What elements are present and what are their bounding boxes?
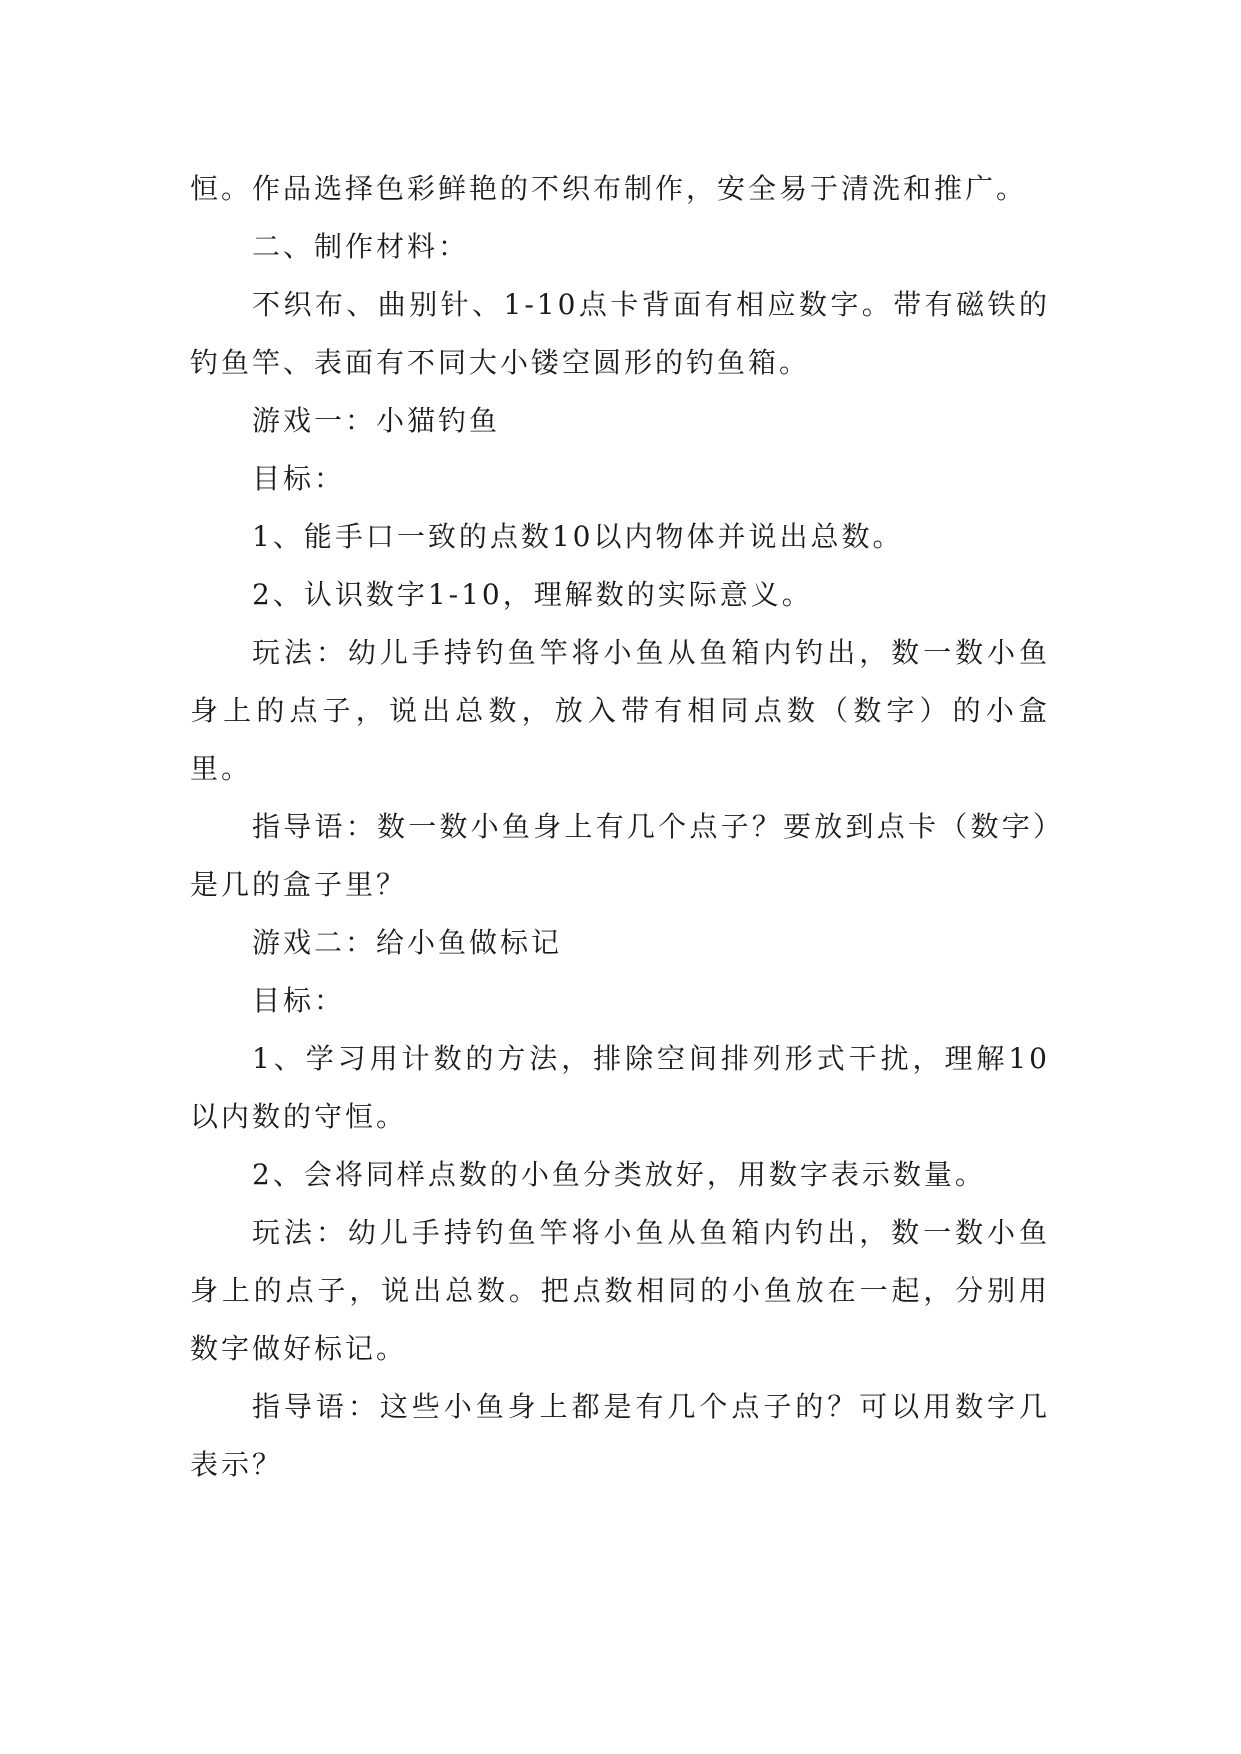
continuation-paragraph: 恒。作品选择色彩鲜艳的不织布制作，安全易于清洗和推广。 [190,172,1028,205]
game-two-heading: 游戏二：给小鱼做标记 [252,926,563,959]
game-two-goal-2: 2、会将同样点数的小鱼分类放好，用数字表示数量。 [252,1158,986,1191]
game-one-goal-2: 2、认识数字1-10，理解数的实际意义。 [252,578,813,611]
game-one-goal-label: 目标： [252,462,346,495]
game-one-goal-1: 1、能手口一致的点数10以内物体并说出总数。 [252,520,904,553]
game-one-heading: 游戏一：小猫钓鱼 [252,404,501,437]
materials-paragraph: 不织布、曲别针、1-10点卡背面有相应数字。带有磁铁的钓鱼竿、表面有不同大小镂空圆形的钓鱼箱。 [190,288,1050,379]
game-two-goal-label: 目标： [252,984,346,1017]
game-one-guidance: 指导语：数一数小鱼身上有几个点子？要放到点卡（数字）是几的盒子里？ [190,810,1050,901]
game-two-guidance: 指导语：这些小鱼身上都是有几个点子的？可以用数字几表示？ [190,1390,1050,1481]
game-two-method: 玩法：幼儿手持钓鱼竿将小鱼从鱼箱内钓出，数一数小鱼身上的点子，说出总数。把点数相同的小鱼放在一起，分别用数字做好标记。 [190,1216,1050,1365]
game-two-goal-1: 1、学习用计数的方法，排除空间排列形式干扰，理解10以内数的守恒。 [190,1042,1050,1133]
game-one-method: 玩法：幼儿手持钓鱼竿将小鱼从鱼箱内钓出，数一数小鱼身上的点子，说出总数，放入带有相同点数（数字）的小盒里。 [190,636,1050,785]
document-body [190,160,1050,1494]
section-heading-materials: 二、制作材料： [252,230,470,263]
